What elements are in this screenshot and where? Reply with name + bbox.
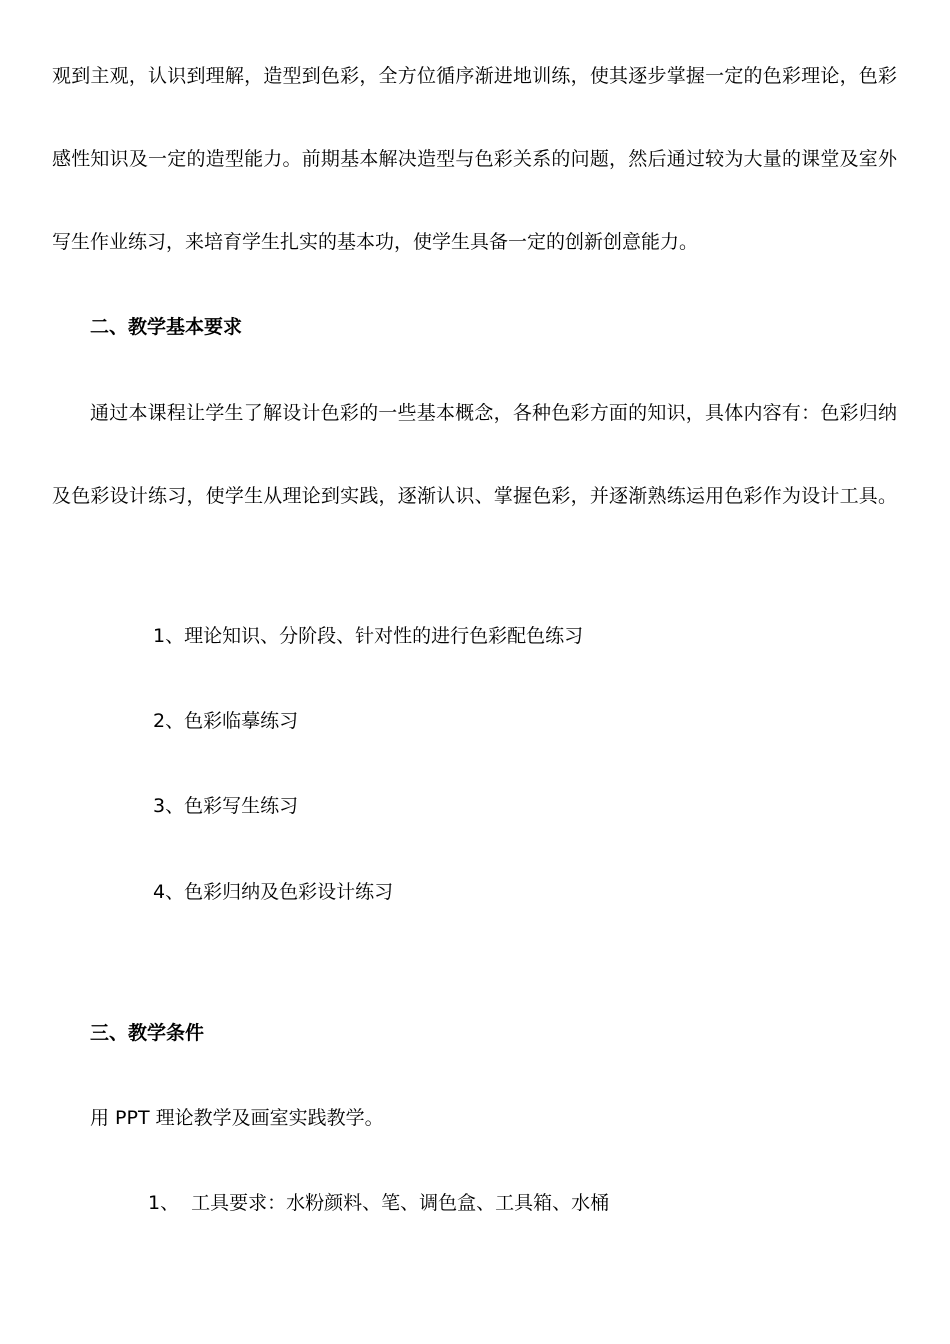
list-item: 2、色彩临摹练习 xyxy=(153,710,299,732)
list-item: 1、理论知识、分阶段、针对性的进行色彩配色练习 xyxy=(153,625,584,647)
section-heading: 三、教学条件 xyxy=(90,1022,205,1044)
section-heading: 二、教学基本要求 xyxy=(90,316,243,338)
paragraph-line: 通过本课程让学生了解设计色彩的一些基本概念，各种色彩方面的知识，具体内容有：色彩归纳 xyxy=(90,402,897,424)
paragraph-line: 感性知识及一定的造型能力。前期基本解决造型与色彩关系的问题，然后通过较为大量的课堂及室外 xyxy=(52,148,897,170)
list-item: 3、色彩写生练习 xyxy=(153,795,299,817)
list-item: 4、色彩归纳及色彩设计练习 xyxy=(153,881,394,903)
paragraph-line: 观到主观，认识到理解，造型到色彩，全方位循序渐进地训练，使其逐步掌握一定的色彩理论，色彩 xyxy=(52,65,897,87)
paragraph-line: 用 PPT 理论教学及画室实践教学。 xyxy=(90,1107,384,1129)
list-item: 1、 工具要求：水粉颜料、笔、调色盒、工具箱、水桶 xyxy=(148,1192,610,1214)
paragraph-line: 及色彩设计练习，使学生从理论到实践，逐渐认识、掌握色彩，并逐渐熟练运用色彩作为设计工具。 xyxy=(52,485,897,507)
paragraph-line: 写生作业练习，来培育学生扎实的基本功，使学生具备一定的创新创意能力。 xyxy=(52,231,699,253)
